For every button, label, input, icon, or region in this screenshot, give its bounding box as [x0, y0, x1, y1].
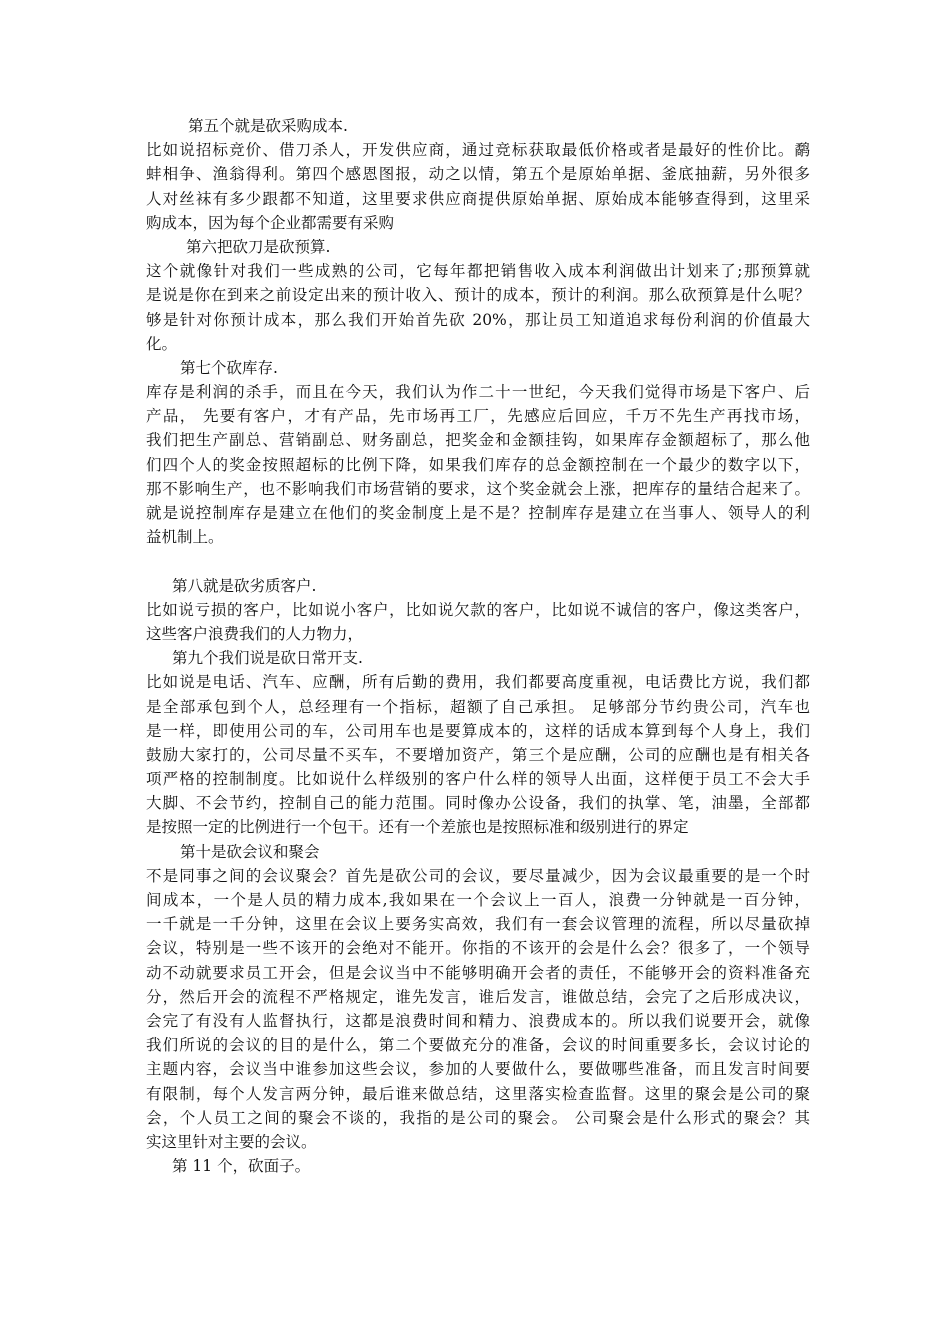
paragraph-line: 这个就像针对我们一些成熟的公司，它每年都把销售收入成本利润做出计划来了;那预算就: [146, 262, 810, 281]
paragraph-line: 有限制，每个人发言两分钟，最后谁来做总结，这里落实检查监督。这里的聚会是公司的聚: [146, 1084, 810, 1103]
section-heading: 第七个砍库存.: [180, 358, 278, 377]
paragraph-line: 比如说亏损的客户，比如说小客户，比如说欠款的客户，比如说不诚信的客户，像这类客户，: [146, 600, 810, 619]
paragraph-line: 鼓励大家打的，公司尽量不买车，不要增加资产，第三个是应酬，公司的应酬也是有相关各: [146, 745, 810, 764]
section-heading: 第八就是砍劣质客户.: [172, 576, 317, 595]
paragraph-line: 够是针对你预计成本，那么我们开始首先砍 20%，那让员工知道追求每份利润的价值最大: [146, 310, 810, 329]
paragraph-line: 间成本，一个是人员的精力成本,我如果在一个会议上一百人，浪费一分钟就是一百分钟，: [146, 891, 810, 909]
document-body: [146, 114, 810, 1178]
section-heading: 第 11 个，砍面子。: [172, 1157, 311, 1176]
paragraph-line: 库存是利润的杀手，而且在今天，我们认为作二十一世纪，今天我们觉得市场是下客户、后: [146, 383, 810, 402]
paragraph-line: 益机制上。: [146, 528, 224, 547]
paragraph-line: 们四个人的奖金按照超标的比例下降，如果我们库存的总金额控制在一个最少的数字以下，: [146, 455, 810, 474]
paragraph-spacer: [146, 549, 810, 573]
paragraph-line: 会议，特别是一些不该开的会绝对不能开。你指的不该开的会是什么会？很多了，一个领导: [146, 939, 810, 958]
paragraph-line: 人对丝袜有多少跟都不知道，这里要求供应商提供原始单据、原始成本能够查得到，这里采: [146, 189, 810, 208]
section-heading: 第九个我们说是砍日常开支.: [172, 649, 363, 668]
paragraph-line: 我们所说的会议的目的是什么，第二个要做充分的准备，会议的时间重要多长，会议讨论的: [146, 1036, 810, 1055]
paragraph-line: 比如说是电话、汽车、应酬，所有后勤的费用，我们都要高度重视，电话费比方说，我们都: [146, 673, 810, 692]
paragraph-line: 是说是你在到来之前设定出来的预计收入、预计的成本，预计的利润。那么砍预算是什么呢？: [146, 286, 810, 305]
paragraph-line: 一千就是一千分钟，这里在会议上要务实高效，我们有一套会议管理的流程，所以尽量砍掉: [146, 915, 810, 934]
paragraph-line: 就是说控制库存是建立在他们的奖金制度上是不是？控制库存是建立在当事人、领导人的利: [146, 504, 810, 522]
paragraph-line: 这些客户浪费我们的人力物力，: [146, 624, 364, 643]
paragraph-line: 大脚、不会节约，控制自己的能力范围。同时像办公设备，我们的执掌、笔，油墨，全部都: [146, 794, 810, 813]
section-heading: 第六把砍刀是砍预算.: [186, 237, 331, 256]
paragraph-line: 购成本，因为每个企业都需要有采购: [146, 213, 395, 232]
paragraph-line: 产品， 先要有客户，才有产品，先市场再工厂，先感应后回应，千万不先生产再找市场，: [146, 407, 810, 426]
paragraph-line: 是全部承包到个人，总经理有一个指标，超额了自己承担。 足够部分节约贵公司，汽车也: [146, 697, 810, 716]
paragraph-line: 那不影响生产，也不影响我们市场营销的要求，这个奖金就会上涨，把库存的量结合起来了。: [146, 479, 810, 498]
paragraph-line: 是一样，即使用公司的车，公司用车也是要算成本的，这样的话成本算到每个人身上，我们: [146, 721, 810, 740]
paragraph-line: 不是同事之间的会议聚会？首先是砍公司的会议，要尽量减少，因为会议最重要的是一个时: [146, 866, 810, 885]
paragraph-line: 分，然后开会的流程不严格规定，谁先发言，谁后发言，谁做总结，会完了之后形成决议，: [146, 987, 810, 1006]
section-heading: 第五个就是砍采购成本.: [188, 117, 348, 135]
paragraph-line: 是按照一定的比例进行一个包干。还有一个差旅也是按照标准和级别进行的界定: [146, 818, 689, 837]
paragraph-line: 动不动就要求员工开会，但是会议当中不能够明确开会者的责任，不能够开会的资料准备充: [146, 963, 810, 982]
paragraph-line: 项严格的控制制度。比如说什么样级别的客户什么样的领导人出面，这样便于员工不会大手: [146, 770, 810, 789]
paragraph-line: 会，个人员工之间的聚会不谈的，我指的是公司的聚会。 公司聚会是什么形式的聚会？其: [146, 1108, 810, 1127]
paragraph-line: 会完了有没有人监督执行，这都是浪费时间和精力、浪费成本的。所以我们说要开会，就像: [146, 1011, 810, 1030]
paragraph-line: 化。: [146, 334, 178, 353]
paragraph-line: 我们把生产副总、营销副总、财务副总，把奖金和金额挂钩，如果库存金额超标了，那么他: [146, 431, 810, 450]
paragraph-line: 实这里针对主要的会议。: [146, 1132, 317, 1151]
paragraph-line: 蚌相争、渔翁得利。第四个感恩图报，动之以情，第五个是原始单据、釜底抽薪，另外很多: [146, 165, 810, 184]
paragraph-line: 主题内容，会议当中谁参加这些会议，参加的人要做什么，要做哪些准备，而且发言时间要: [146, 1060, 810, 1079]
paragraph-line: 比如说招标竞价、借刀杀人，开发供应商，通过竞标获取最低价格或者是最好的性价比。鹬: [146, 141, 810, 160]
section-heading: 第十是砍会议和聚会: [180, 842, 320, 861]
